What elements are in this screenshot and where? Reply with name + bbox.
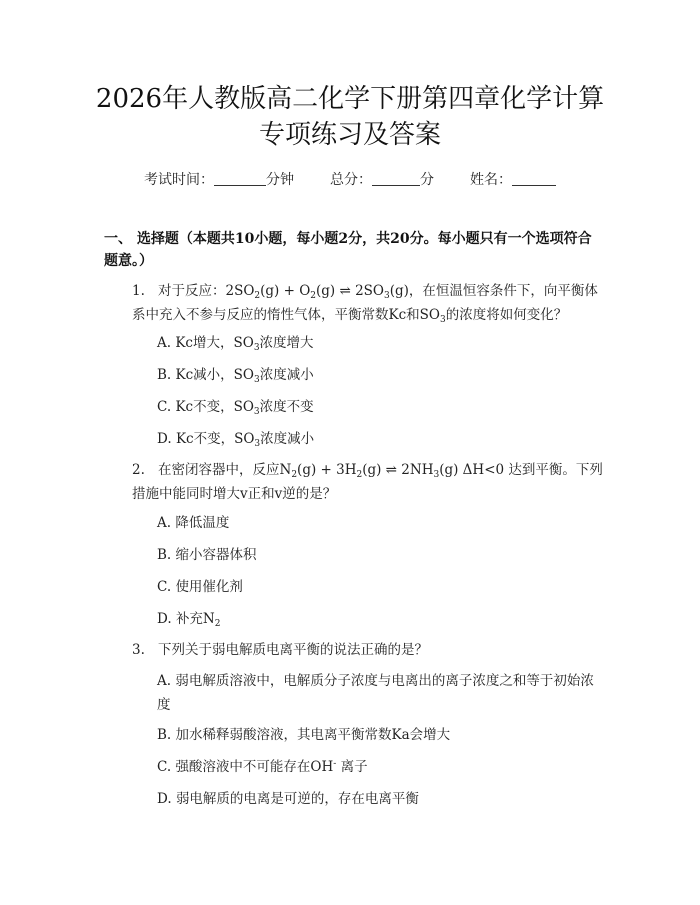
page-subtitle: 专项练习及答案 <box>258 120 441 150</box>
option-a[interactable]: A. Kc增大，$SO_3$浓度增大 <box>157 335 314 353</box>
name-blank[interactable] <box>512 171 556 186</box>
name-label: 姓名： <box>470 172 512 188</box>
option-a[interactable]: A. 弱电解质溶液中，电解质分子浓度与电离出的离子浓度之和等于初始浓度 <box>157 673 594 713</box>
question-2: 2. 在密闭容器中，反应$N_2(g) + 3H_2(g)$ ⇌ $2NH_3(g)$ ΔH<0 达到平衡。下列措施中能同时增大v正和v逆的是？ <box>104 458 604 506</box>
score-unit: 分 <box>420 172 434 188</box>
score-label: 总分： <box>330 172 372 188</box>
option-c[interactable]: C. 强酸溶液中不可能存在OH- 离子 <box>157 759 368 775</box>
time-unit: 分钟 <box>266 172 294 188</box>
question-1: 1. 对于反应：$2SO_2(g) + O_2(g)$ ⇌ $2SO_3(g)$，在恒温恒容条件下，向平衡体系中充入不参与反应的惰性气体，平衡常数Kc和$SO_3$的浓度将如何变化？ <box>104 279 604 327</box>
question-number: 3. <box>132 642 145 658</box>
option-c[interactable]: C. Kc不变，$SO_3$浓度不变 <box>157 399 314 417</box>
time-blank[interactable] <box>214 171 266 186</box>
question-number: 2. <box>132 462 145 478</box>
option-b[interactable]: B. 缩小容器体积 <box>157 547 257 563</box>
option-d[interactable]: D. Kc不变，$SO_3$浓度减小 <box>157 431 315 449</box>
score-blank[interactable] <box>372 171 420 186</box>
question-number: 1. <box>132 283 145 299</box>
option-d[interactable]: D. 补充$N_2$ <box>157 611 221 629</box>
option-b[interactable]: B. Kc减小，$SO_3$浓度减小 <box>157 367 314 385</box>
question-3: 3. 下列关于弱电解质电离平衡的说法正确的是？ <box>104 638 604 662</box>
option-c[interactable]: C. 使用催化剂 <box>157 579 243 595</box>
option-b[interactable]: B. 加水稀释弱酸溶液，其电离平衡常数Ka会增大 <box>157 727 451 743</box>
exam-info-line <box>0 169 700 189</box>
section-heading: 一、 选择题（本题共10小题，每小题2分，共20分。每小题只有一个选项符合题意。） <box>104 231 592 269</box>
option-a[interactable]: A. 降低温度 <box>157 515 230 531</box>
page-title: 2026年人教版高二化学下册第四章化学计算 <box>95 84 605 114</box>
option-d[interactable]: D. 弱电解质的电离是可逆的，存在电离平衡 <box>157 791 419 807</box>
time-label: 考试时间： <box>144 172 214 188</box>
